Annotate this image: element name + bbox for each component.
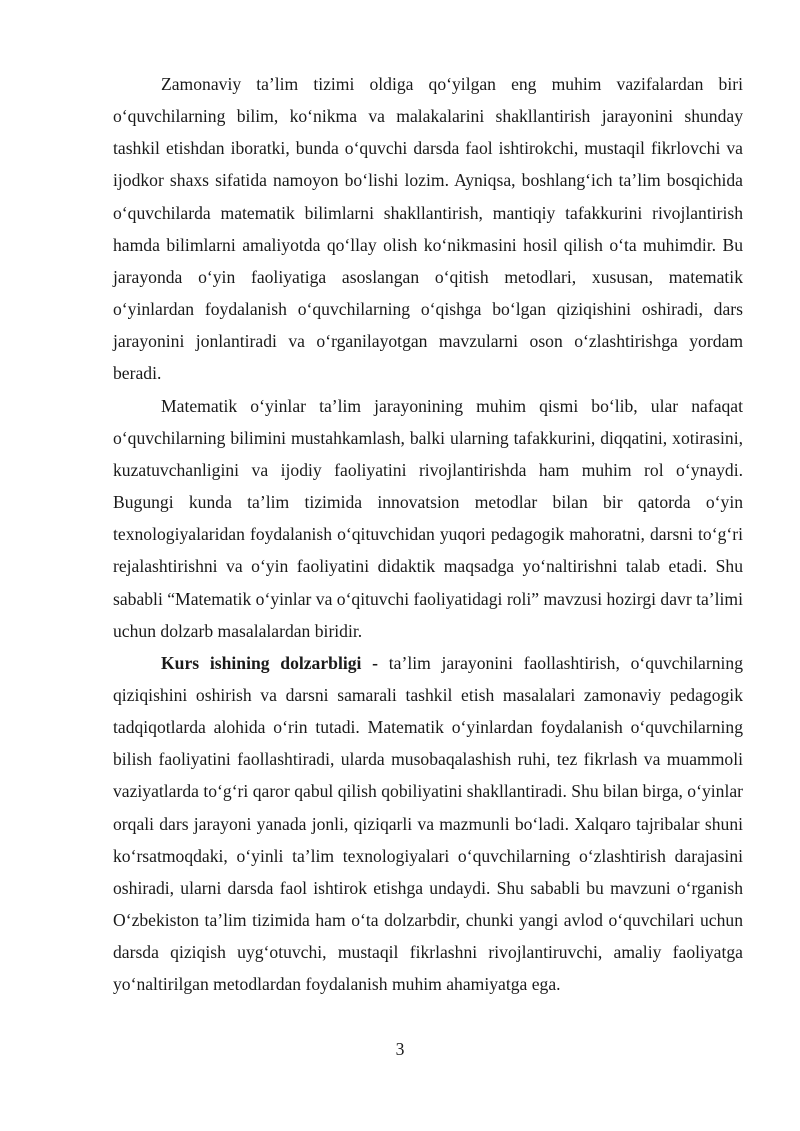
paragraph-math-games xyxy=(113,390,743,647)
document-page xyxy=(113,68,743,1001)
paragraph-lead-heading: Kurs ishining dolzarbligi - xyxy=(161,652,379,673)
paragraph-intro xyxy=(113,68,743,390)
paragraph-text: Matematik o‘yinlar ta’lim jarayonining muhim qismi bo‘lib, ular nafaqat o‘quvchilarning bilimini mustahkamlash, balki ularning tafakkurini, diqqatini, xotirasini, kuzatuvchanligini va ijodiy faoliyatini rivojlantirishda ham muhim rol o‘ynaydi. Bugungi kunda ta’lim tizimida innovatsion metodlar bilan bir qatorda o‘yin texnologiyalaridan foydalanish o‘qituvchidan yuqori pedagogik mahoratni, darsni to‘g‘ri rejalashtirishni va o‘yin faoliyatini didaktik maqsadga yo‘naltirishni talab etadi. Shu sababli “Matematik o‘yinlar va o‘qituvchi faoliyatidagi roli” mavzusi hozirgi davr ta’limi uchun dolzarb masalalardan biridir. xyxy=(113,395,743,641)
paragraph-text: Zamonaviy ta’lim tizimi oldiga qo‘yilgan eng muhim vazifalardan biri o‘quvchilarning bilim, ko‘nikma va malakalarini shakllantirish jarayonini shunday tashkil etishdan iboratki, bunda o‘quvchi darsda faol ishtirokchi, mustaqil fikrlovchi va ijodkor shaxs sifatida namoyon bo‘lishi lozim. Ayniqsa, boshlang‘ich ta’lim bosqichida o‘quvchilarda matematik bilimlarni shakllantirish, mantiqiy tafakkurini rivojlantirish hamda bilimlarni amaliyotda qo‘llay olish ko‘nikmasini hosil qilish o‘ta muhimdir. Bu jarayonda o‘yin faoliyatiga asoslangan o‘qitish metodlari, xususan, matematik o‘yinlardan foydalanish o‘quvchilarning o‘qishga bo‘lgan qiziqishini oshiradi, dars jarayonini jonlantiradi va o‘rganilayotgan mavzularni oson o‘zlashtirishga yordam beradi. xyxy=(113,74,743,384)
page-number: 3 xyxy=(395,1039,405,1059)
paragraph-relevance xyxy=(113,647,743,1001)
paragraph-text: ta’lim jarayonini faollashtirish, o‘quvchilarning qiziqishini oshirish va darsni samarali tashkil etish masalalari zamonaviy pedagogik tadqiqotlarda alohida o‘rin tutadi. Matematik o‘yinlardan foydalanish o‘quvchilarning bilish faoliyatini faollashtiradi, ularda musobaqalashish ruhi, tez fikrlash va muammoli vaziyatlarda to‘g‘ri qaror qabul qilish qobiliyatini shakllantiradi. Shu bilan birga, o‘yinlar orqali dars jarayoni yanada jonli, qiziqarli va mazmunli bo‘ladi. Xalqaro tajribalar shuni ko‘rsatmoqdaki, o‘yinli ta’lim texnologiyalari o‘quvchilarning o‘zlashtirish darajasini oshiradi, ularni darsda faol ishtirok etishga undaydi. Shu sababli bu mavzuni o‘rganish O‘zbekiston ta’lim tizimida ham o‘ta dolzarbdir, chunki yangi avlod o‘quvchilari uchun darsda qiziqish uyg‘otuvchi, mustaqil fikrlashni rivojlantiruvchi, amaliy faoliyatga yo‘naltirilgan metodlardan foydalanish muhim ahamiyatga ega. xyxy=(113,652,743,995)
